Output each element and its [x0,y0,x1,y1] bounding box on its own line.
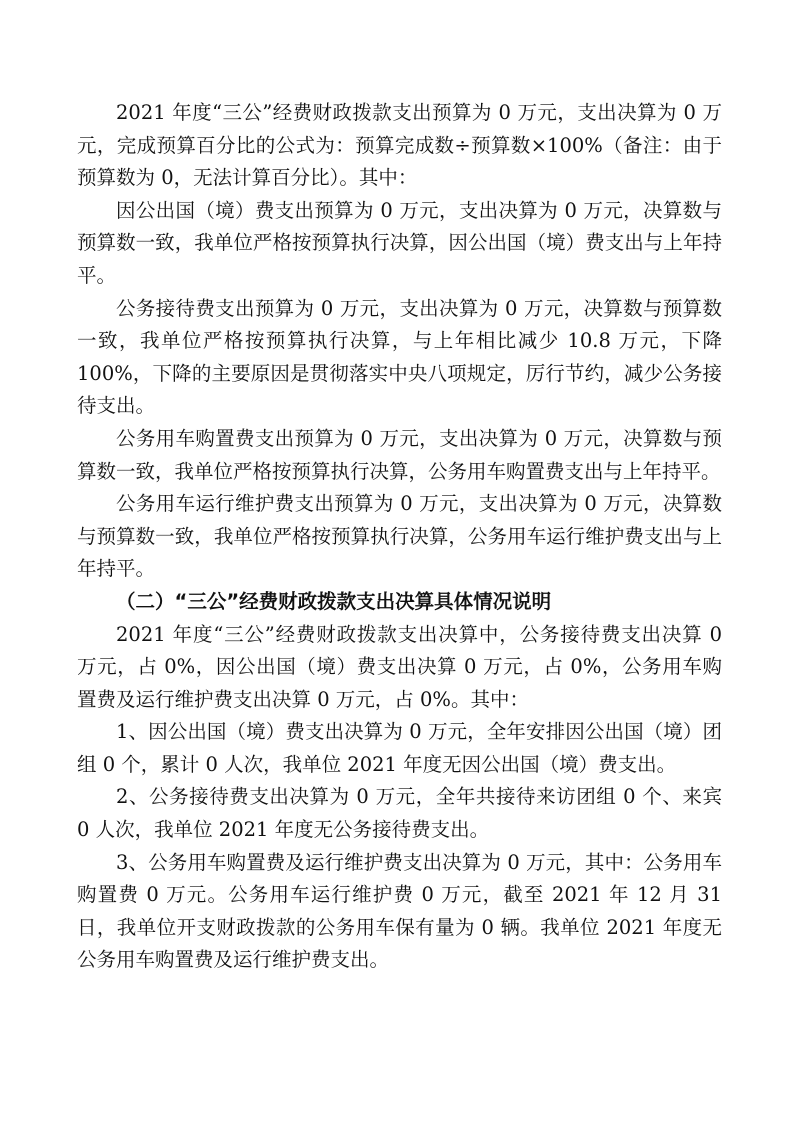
document-page [77,97,722,977]
section-heading: （二）“三公”经费财政拨款支出决算具体情况说明 [116,589,552,613]
paragraph-summary: 2021 年度“三公”经费财政拨款支出预算为 0 万元，支出决算为 0 万元，完成预算百分比的公式为：预算完成数÷预算数×100%（备注：由于预算数为 0，无法计算百分比）。其中： [77,101,722,190]
paragraph-item-1: 1、因公出国（境）费支出决算为 0 万元，全年安排因公出国（境）团组 0 个，累计 0 人次，我单位 2021 年度无因公出国（境）费支出。 [77,720,722,776]
paragraph-final-accounts-summary: 2021 年度“三公”经费财政拨款支出决算中，公务接待费支出决算 0 万元，占 0%，因公出国（境）费支出决算 0 万元，占 0%，公务用车购置费及运行维护费支出决算 0 万元，占 0%。其中： [77,622,722,711]
paragraph-official-reception: 公务接待费支出预算为 0 万元，支出决算为 0 万元，决算数与预算数一致，我单位严格按预算执行决算，与上年相比减少 10.8 万元，下降 100%，下降的主要原因是贯彻落实中央八项规定，厉行节约，减少公务接待支出。 [77,296,722,418]
paragraph-vehicle-operation: 公务用车运行维护费支出预算为 0 万元，支出决算为 0 万元，决算数与预算数一致，我单位严格按预算执行决算，公务用车运行维护费支出与上年持平。 [77,492,722,581]
paragraph-overseas-travel: 因公出国（境）费支出预算为 0 万元，支出决算为 0 万元，决算数与预算数一致，我单位严格按预算执行决算，因公出国（境）费支出与上年持平。 [77,198,722,287]
paragraph-item-3: 3、公务用车购置费及运行维护费支出决算为 0 万元，其中：公务用车购置费 0 万元。公务用车运行维护费 0 万元，截至 2021 年 12 月 31 日，我单位开支财政拨款的公务用车保有量为 0 辆。我单位 2021 年度无公务用车购置费及运行维护费支出。 [77,850,722,972]
paragraph-vehicle-purchase: 公务用车购置费支出预算为 0 万元，支出决算为 0 万元，决算数与预算数一致，我单位严格按预算执行决算，公务用车购置费支出与上年持平。 [77,426,722,483]
paragraph-item-2: 2、公务接待费支出决算为 0 万元，全年共接待来访团组 0 个、来宾 0 人次，我单位 2021 年度无公务接待费支出。 [77,785,722,842]
